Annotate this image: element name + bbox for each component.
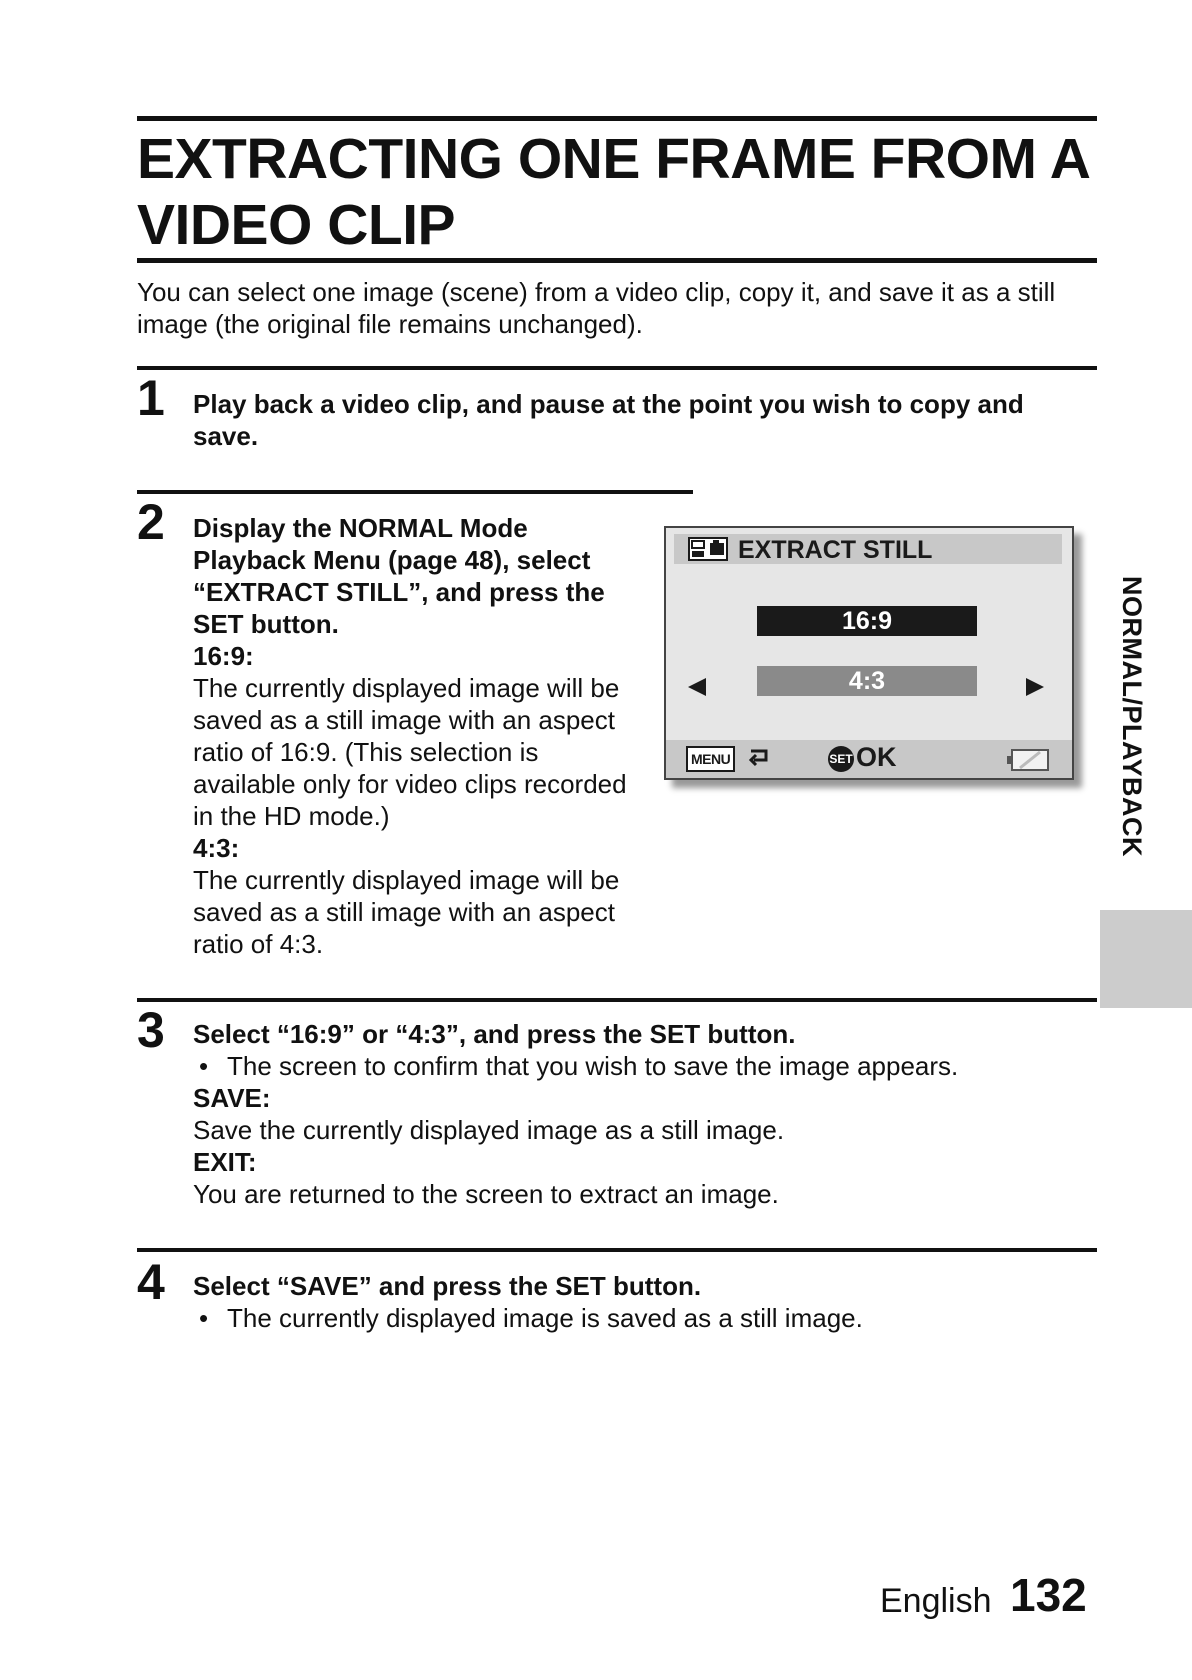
footer-language: English bbox=[880, 1582, 992, 1620]
camera-screen bbox=[664, 526, 1074, 780]
option-4-3-text: The currently displayed image will be saved as a still image with an aspect ratio of 4:3. bbox=[193, 865, 620, 959]
step-3-rule bbox=[137, 998, 1097, 1002]
title-top-rule bbox=[137, 116, 1097, 121]
step-3-block bbox=[193, 1018, 1093, 1210]
save-text: Save the currently displayed image as a still image. bbox=[193, 1115, 785, 1145]
save-label: SAVE: bbox=[193, 1083, 271, 1113]
step-1-rule bbox=[137, 366, 1097, 370]
step-2-block bbox=[193, 512, 643, 960]
bullet-dot: • bbox=[199, 1303, 209, 1333]
step-2-rule bbox=[137, 490, 693, 494]
exit-text: You are returned to the screen to extract an image. bbox=[193, 1179, 779, 1209]
step-3-heading: Select “16:9” or “4:3”, and press the SET button. bbox=[193, 1019, 796, 1049]
side-tab-label: NORMAL/PLAYBACK bbox=[1117, 576, 1147, 858]
option-16-9-text: The currently displayed image will be saved as a still image with an aspect ratio of 16:9. (This selection is available only for video clips recorded in the HD mode.) bbox=[193, 673, 627, 831]
page-title: EXTRACTING ONE FRAME FROM A VIDEO CLIP bbox=[137, 127, 1089, 257]
option-16-9-button[interactable]: 16:9 bbox=[757, 606, 977, 636]
exit-label: EXIT: bbox=[193, 1147, 257, 1177]
bullet-dot: • bbox=[199, 1051, 209, 1081]
step-3-number: 3 bbox=[137, 1002, 165, 1058]
step-3-bullet bbox=[193, 1050, 1093, 1082]
option-4-3-button[interactable]: 4:3 bbox=[757, 666, 977, 696]
page-number: 132 bbox=[1010, 1569, 1087, 1621]
battery-icon bbox=[1006, 748, 1050, 777]
screen-footer bbox=[666, 740, 1072, 778]
step-4-bullet-text: The currently displayed image is saved as a still image. bbox=[227, 1303, 863, 1333]
step-4-rule bbox=[137, 1248, 1097, 1252]
step-4-heading: Select “SAVE” and press the SET button. bbox=[193, 1271, 702, 1301]
step-4-bullet bbox=[193, 1302, 1093, 1334]
step-2-heading: Display the NORMAL Mode Playback Menu (page 48), select “EXTRACT STILL”, and press the SET button. bbox=[193, 513, 605, 639]
set-button-icon[interactable]: SET bbox=[828, 746, 854, 772]
step-2-number: 2 bbox=[137, 494, 165, 550]
step-4-number: 4 bbox=[137, 1254, 165, 1310]
side-tab-marker bbox=[1100, 910, 1192, 1008]
menu-button[interactable]: MENU bbox=[686, 746, 735, 772]
arrow-left-icon[interactable] bbox=[688, 678, 706, 696]
screen-title: EXTRACT STILL bbox=[738, 536, 933, 564]
step-4-block bbox=[193, 1270, 1093, 1334]
ok-label: OK bbox=[856, 742, 897, 772]
option-4-3-label: 4:3: bbox=[193, 833, 240, 863]
step-1-number: 1 bbox=[137, 370, 165, 426]
intro-text: You can select one image (scene) from a video clip, copy it, and save it as a still image (the original file remains unchanged). bbox=[137, 277, 1056, 339]
title-bottom-rule bbox=[137, 258, 1097, 263]
return-icon bbox=[748, 746, 772, 775]
option-16-9-label: 16:9: bbox=[193, 641, 254, 671]
step-1-heading: Play back a video clip, and pause at the point you wish to copy and save. bbox=[193, 389, 1024, 451]
screen-header bbox=[674, 534, 1062, 564]
arrow-right-icon[interactable] bbox=[1026, 678, 1044, 696]
step-3-bullet-text: The screen to confirm that you wish to save the image appears. bbox=[227, 1051, 959, 1081]
extract-still-icon bbox=[688, 537, 728, 566]
